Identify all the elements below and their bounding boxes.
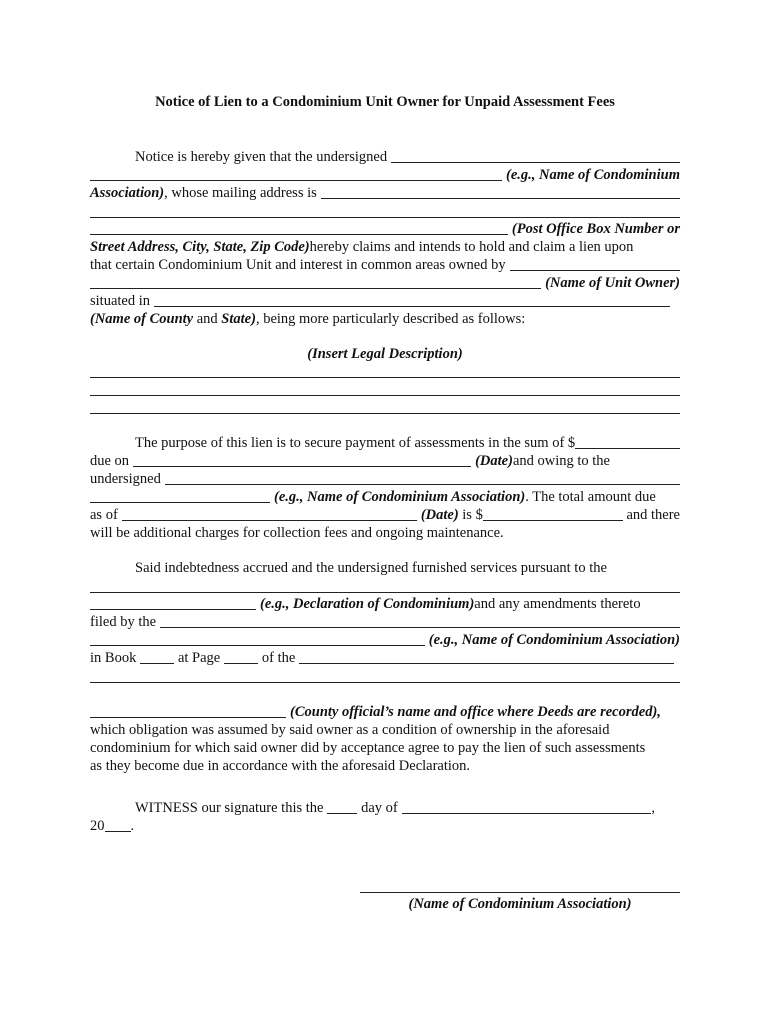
- p1-line-10: [90, 310, 680, 328]
- signature-caption: (Name of Condominium Association): [408, 896, 632, 912]
- blank-filed-by[interactable]: [160, 613, 680, 628]
- in-book-text: in Book: [90, 650, 137, 666]
- witness-line-2: [90, 817, 150, 835]
- claims-lien-text: hereby claims and intends to hold and claim a lien upon: [309, 239, 634, 255]
- hint-address: (Post Office Box Number or: [511, 221, 680, 237]
- signature-line[interactable]: [360, 892, 680, 893]
- p3-line-10: [90, 739, 680, 757]
- p1-line-2: [90, 166, 680, 184]
- blank-mailing-address-cont[interactable]: [90, 220, 508, 235]
- p1-line-3: [90, 184, 680, 202]
- blank-assessment-sum[interactable]: [575, 434, 680, 449]
- hint-association-name-end: Association): [90, 185, 165, 201]
- blank-total-amount[interactable]: [483, 506, 623, 521]
- p3-line-1: [135, 559, 680, 577]
- witness-comma: ,: [651, 800, 655, 816]
- acceptance-text: condominium for which said owner did by acceptance agree to pay the lien of such assessments: [90, 740, 646, 756]
- p1-line-1: [135, 148, 680, 166]
- hint-association-name-3: (e.g., Name of Condominium Association): [428, 632, 680, 648]
- blank-mailing-address[interactable]: [321, 184, 680, 199]
- owing-text: and owing to the: [512, 453, 610, 469]
- witness-text: WITNESS our signature this the: [135, 800, 324, 816]
- witness-line-1: [135, 799, 655, 817]
- blank-declaration[interactable]: [90, 595, 256, 610]
- blank-legal-description-3[interactable]: [90, 413, 680, 414]
- hint-county: (Name of County: [90, 311, 194, 327]
- p2-line-2: [90, 452, 610, 470]
- described-as-text: , being more particularly described as follows:: [255, 311, 526, 327]
- total-due-text: . The total amount due: [525, 489, 656, 505]
- blank-county-state[interactable]: [154, 292, 670, 307]
- blank-undersigned-cont[interactable]: [90, 488, 270, 503]
- p1-line-7: [90, 256, 680, 274]
- blank-unit-owner[interactable]: [510, 256, 680, 271]
- unit-owned-text: that certain Condominium Unit and interest in common areas owned by: [90, 257, 506, 273]
- and-there-text: and there: [622, 507, 680, 523]
- indebtedness-text: Said indebtedness accrued and the undersigned furnished services pursuant to the: [135, 560, 607, 576]
- blank-legal-description-2[interactable]: [90, 395, 680, 396]
- hint-unit-owner: (Name of Unit Owner): [545, 275, 680, 291]
- blank-witness-month[interactable]: [402, 799, 652, 814]
- blank-book[interactable]: [140, 649, 174, 664]
- p1-line-8: [90, 274, 680, 292]
- p2-line-4: [90, 488, 680, 506]
- blank-county-official[interactable]: [90, 703, 286, 718]
- blank-year[interactable]: [105, 817, 131, 832]
- as-of-text: as of: [90, 507, 118, 523]
- amendments-text: and any amendments thereto: [474, 596, 641, 612]
- p2-line-5: [90, 506, 680, 524]
- blank-association-name[interactable]: [391, 148, 680, 163]
- blank-filed-by-cont[interactable]: [90, 631, 425, 646]
- p1-line-6: [90, 238, 680, 256]
- obligation-text: which obligation was assumed by said owner as a condition of ownership in the aforesaid: [90, 722, 610, 738]
- hint-as-of-date: (Date): [420, 507, 459, 523]
- p3-line-8: [90, 703, 680, 721]
- mailing-address-text: , whose mailing address is: [164, 185, 317, 201]
- additional-charges-text: will be additional charges for collection fees and ongoing maintenance.: [90, 525, 504, 541]
- p3-line-9: [90, 721, 680, 739]
- due-on-text: due on: [90, 453, 130, 469]
- declaration-accordance-text: as they become due in accordance with the aforesaid Declaration.: [90, 758, 471, 774]
- situated-in-text: situated in: [90, 293, 151, 309]
- filed-by-text: filed by the: [90, 614, 157, 630]
- document-title: Notice of Lien to a Condominium Unit Owner for Unpaid Assessment Fees: [155, 94, 615, 110]
- p2-line-3: [90, 470, 680, 488]
- blank-as-of-date[interactable]: [122, 506, 417, 521]
- purpose-text: The purpose of this lien is to secure payment of assessments in the sum of $: [135, 435, 576, 451]
- blank-due-date[interactable]: [133, 452, 471, 467]
- of-the-text: of the: [258, 650, 296, 666]
- p2-line-1: [135, 434, 680, 452]
- p1-line-9: [90, 292, 670, 310]
- blank-witness-day[interactable]: [327, 799, 357, 814]
- year-period: .: [130, 818, 135, 834]
- p3-line-5: [90, 631, 680, 649]
- legal-description-hint: (Insert Legal Description): [307, 346, 463, 362]
- hint-declaration: (e.g., Declaration of Condominium): [260, 596, 475, 612]
- blank-legal-description-1[interactable]: [90, 377, 680, 378]
- p1-intro-text: Notice is hereby given that the undersigned: [135, 149, 388, 165]
- hint-county-official: (County official’s name and office where Deeds are recorded),: [290, 704, 661, 720]
- blank-association-name-cont[interactable]: [90, 166, 502, 181]
- hint-due-date: (Date): [475, 453, 513, 469]
- at-page-text: at Page: [174, 650, 221, 666]
- blank-declaration-line[interactable]: [90, 592, 680, 593]
- year-prefix-text: 20: [90, 818, 105, 834]
- p3-line-6: [90, 649, 674, 667]
- hint-association-name-2: (e.g., Name of Condominium Association): [274, 489, 526, 505]
- undersigned-text: undersigned: [90, 471, 161, 487]
- hint-address-end: Street Address, City, State, Zip Code): [90, 239, 310, 255]
- blank-mailing-address-line[interactable]: [90, 217, 680, 218]
- blank-unit-owner-cont[interactable]: [90, 274, 541, 289]
- and-text: and: [193, 311, 222, 327]
- blank-page[interactable]: [224, 649, 258, 664]
- hint-state: State): [221, 311, 256, 327]
- hint-association-name: (e.g., Name of Condominium: [505, 167, 680, 183]
- blank-records-office-line[interactable]: [90, 682, 680, 683]
- p2-line-6: [90, 524, 680, 542]
- p3-line-11: [90, 757, 680, 775]
- p3-line-3: [90, 595, 680, 613]
- day-of-text: day of: [357, 800, 398, 816]
- blank-records-office[interactable]: [299, 649, 674, 664]
- p1-line-5: [90, 220, 680, 238]
- is-dollar-text: is $: [458, 507, 483, 523]
- blank-undersigned[interactable]: [165, 470, 680, 485]
- p3-line-4: [90, 613, 680, 631]
